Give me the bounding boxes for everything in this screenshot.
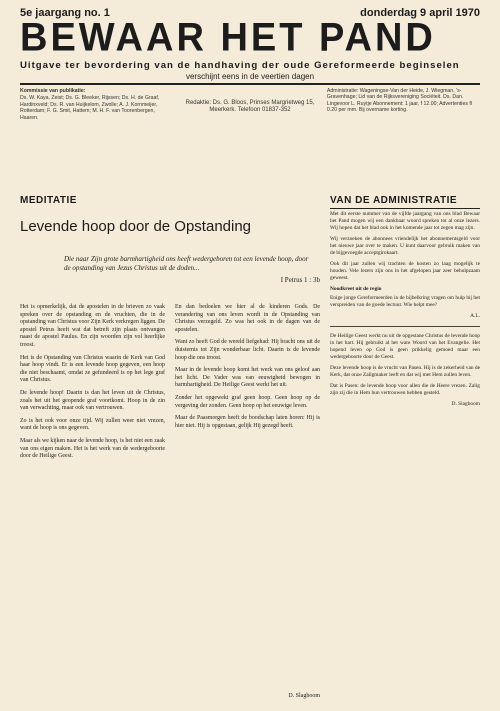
issue-date: donderdag 9 april 1970 [360, 7, 480, 19]
column-1: Het is opmerkelijk, dat de apostelen in de brieven zo vaak spreken over de opstanding en de vruchten, die in de opstanding van Christus voor Zijn Kerk verkregen liggen. De apostel Petrus heeft wat dat betreft zijn plaats ontvangen naast de apostel Paulus. En zijn woorden zijn vol heerlijke troost. Het is de Opstanding van Christus waarin de Kerk van God haar hoop vindt. Er is een levende hoop gegeven, een hoop die niet beschaamt, omdat ze gefundeerd is op het lege graf van Christus. De levende hoop! Daarin is dan het leven uit de Christus, zoals het uit het geopende graf voortkomt. Hoop in de zin van verwachting, maar ook van vertrouwen. Zo is het ook voor onze tijd. Wij zullen weer niet vrezen, want de hoop is ons gegeven. Maar als we kijken naar de levende hoop, is het niet een zaak van ons eigen maken. Het is het werk van de wedergeboorte door de Heilige Geest. [20, 304, 165, 460]
administration-info: Administratie: Wageningse-Van der Heide, J. Wiegman, 's-Gravenhage; Lid van de Rijksvereniging Sociëteit. Ds. Dan. Lingevoor L. Ruytje Abonnement: 1 jaar, f 12.00; Advertenties fl 0.20 per mm. Bij overname korting. [326, 88, 472, 114]
administration-column [330, 195, 480, 408]
article-columns [20, 304, 320, 466]
frequency: verschijnt eens in de veertien dagen [185, 72, 315, 81]
admin-rule [330, 208, 480, 209]
column-2: En dan bedoelen we hier al de kinderen Gods. De verandering van ons leven wordt in de Opstanding van Christus verzegeld. Zo was het ook in de dagen van de apostelen. Want zo heeft God de wereld liefgehad: Hij bracht ons uit de duisternis tot Zijn wonderbaar licht. Daarin is de levende hoop die ons troost. Maar in de levende hoop komt het werk van ons geloof aan het licht. De Vader was van eeuwigheid bewogen in barmhartigheid. De Heilige Geest werkt het uit. Zonder het opgewekt graf geen hoop. Geen hoop op de vergeving der zonden. Geen hoop op het eeuwige leven. Maar de Paasmorgen heeft de boodschap laten horen: Hij is hier niet. Hij is opgestaan, gelijk Hij gezegd heeft. [175, 304, 320, 429]
quote-reference: I Petrus 1 : 3b [280, 276, 320, 284]
editorial-address: Redaktie: Ds. G. Bloos, Prinses Margrietweg 15, Meerkerk. Telefoon 01837-352 [185, 100, 315, 114]
info-bar [20, 88, 480, 121]
admin-text: Met dit eerste nummer van de vijfde jaargang van ons blad Bewaar het Pand mogen wij een dankbaar woord spreken tot al onze lezers. Wij hopen dat het blad ook in het komende jaar tot zegen mag zijn. Wij verzoeken de abonnees vriendelijk het abonnementsgeld voor het nieuwe jaar over te maken. U kunt daarvoor gebruik maken van de bijgevoegde acceptgirokaart. Ook dit jaar zullen wij trachten de kosten zo laag mogelijk te houden. Vele lezers zijn ons in het afgelopen jaar zeer behulpzaam geweest. Noodkreet uit de regio Enige jonge Gereformeerden in de bijbelkring vragen om hulp bij het verspreiden van de goede lectuur. Wie helpt mee? A.L. De Heilige Geest werkt nu uit de opgestane Christus de levende hoop in het hart. Hij gebruikt al het ware Woord van het Evangelie. Het hopend leven op God is geen prikkelig gemoed maar een wedergeboorte door de Geest. Deze levende hoop is de vrucht van Pasen. Hij is de zekerheid van de Kerk, dat onze Zaligmaker leeft en dat wij met Hem zullen leven. Dat is Pasen: de levende hoop voor allen die de Heere vrezen. Zalig zijn zij die in Hem hun vertrouwen hebben gesteld. D. Slagboom [330, 211, 480, 407]
masthead: BEWAAR HET PAND [20, 15, 436, 61]
issue-number: 5e jaargang no. 1 [20, 7, 110, 19]
admin-heading: VAN DE ADMINISTRATIE [330, 195, 458, 206]
meditation-article [20, 195, 320, 466]
subtitle: Uitgave ter bevordering van de handhaving der oude Gereformeerde beginselen [20, 60, 460, 71]
publication-committee: Kommissie van publikatie: Ds. W. Kaya, Zeist; Ds. G. Bleeker, Rijssen; Ds. H. de Graaf, Hardinxveld; Ds. R. van Huijkelom, Zwolle; A. J. Kornmeijer, Rotterdam; F. G. Smit, Hattem; M. H. F. van Toorenbergen, Haaren. [20, 88, 160, 121]
section-heading: MEDITATIE [20, 195, 77, 206]
article-title: Levende hoop door de Opstanding [20, 218, 252, 235]
article-quote: Die naar Zijn grote barmhartigheid ons heeft wedergeboren tot een levende hoop, door de opstanding van Jezus Christus uit de doden... [64, 255, 309, 272]
rule [20, 83, 480, 85]
article-signature: D. Slagboom [288, 693, 320, 699]
